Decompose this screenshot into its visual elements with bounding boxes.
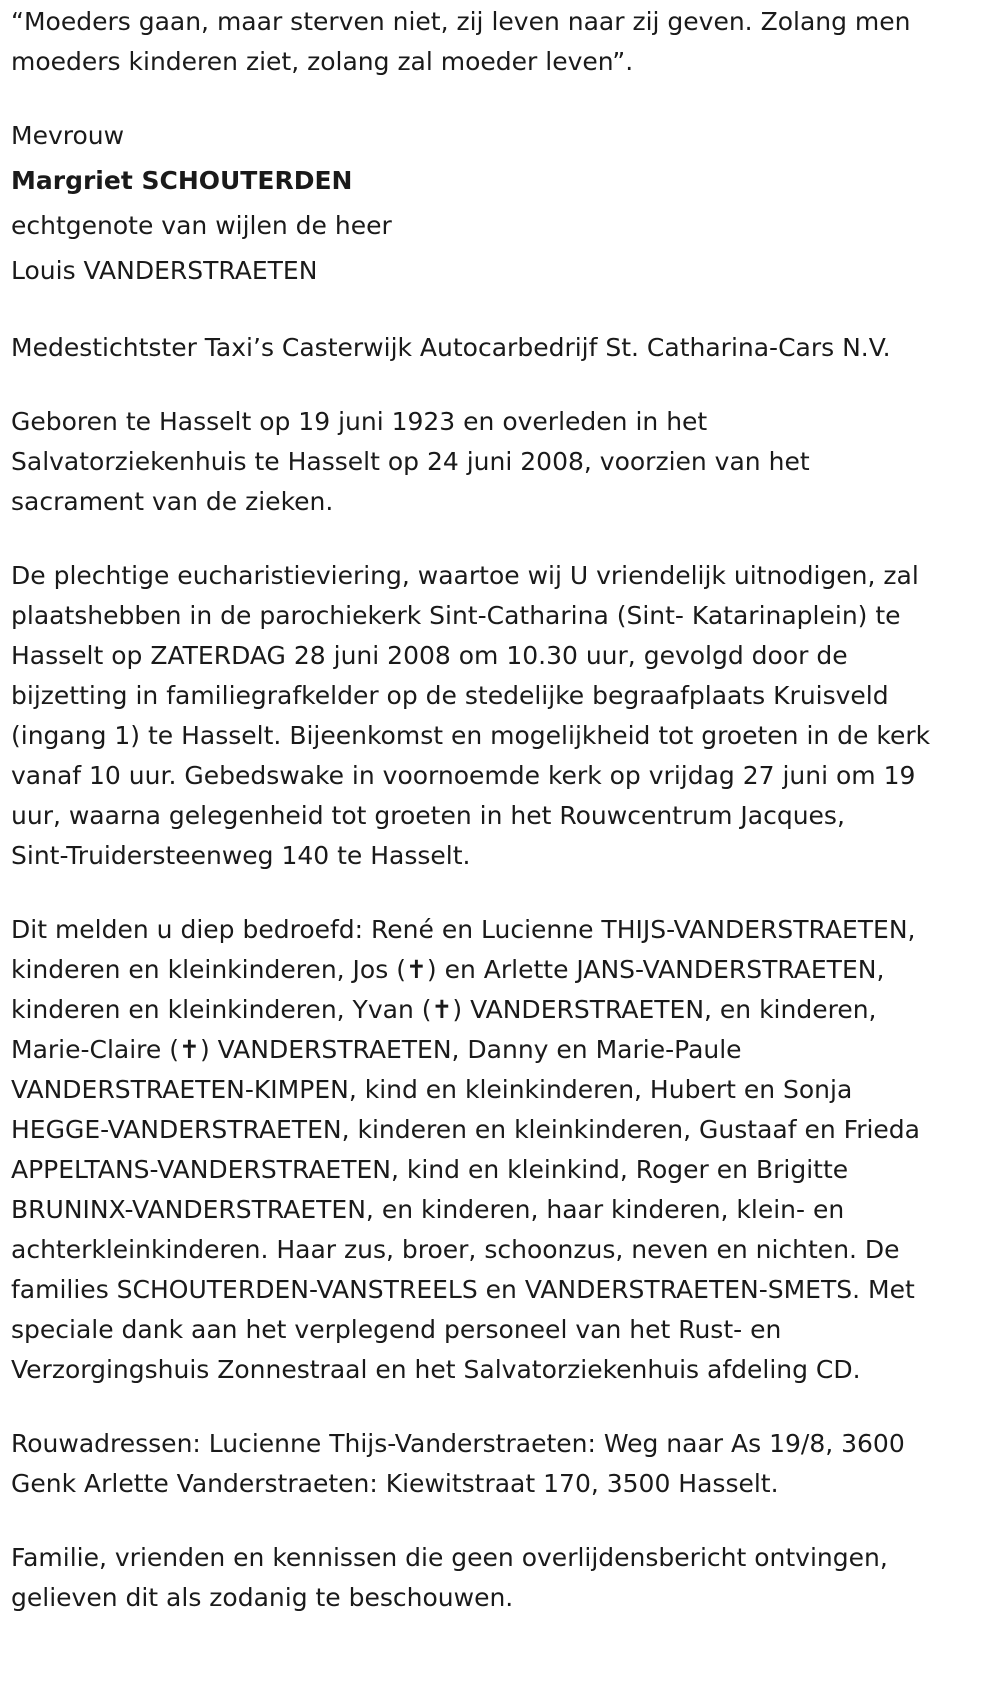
spacer [11, 876, 990, 910]
family-line: achterkleinkinderen. Haar zus, broer, schoonzus, neven en nichten. De [11, 1235, 900, 1264]
closing-line: Familie, vrienden en kennissen die geen overlijdensbericht ontvingen, [11, 1543, 888, 1572]
spouse-line: Louis VANDERSTRAETEN [11, 256, 318, 285]
closing-paragraph [11, 1538, 990, 1618]
ceremony-line: vanaf 10 uur. Gebedswake in voornoemde kerk op vrijdag 27 juni om 19 [11, 761, 916, 790]
address-line: Genk Arlette Vanderstraeten: Kiewitstraat 170, 3500 Hasselt. [11, 1469, 779, 1498]
ceremony-line: De plechtige eucharistieviering, waartoe wij U vriendelijk uitnodigen, zal [11, 561, 919, 590]
family-line: Dit melden u diep bedroefd: René en Lucienne THIJS-VANDERSTRAETEN, [11, 915, 916, 944]
death-notice [0, 2, 1000, 1688]
salutation-text: Mevrouw [11, 121, 125, 150]
spacer [11, 368, 990, 402]
family-paragraph [11, 910, 990, 1390]
ceremony-line: plaatshebben in de parochiekerk Sint-Catharina (Sint- Katarinaplein) te [11, 601, 901, 630]
ceremony-line: Sint-Truidersteenweg 140 te Hasselt. [11, 841, 471, 870]
deceased-name [11, 161, 990, 201]
ceremony-line: bijzetting in familiegrafkelder op de stedelijke begraafplaats Kruisveld [11, 681, 889, 710]
birth-death-line: Salvatorziekenhuis te Hasselt op 24 juni 2008, voorzien van het [11, 447, 810, 476]
family-line: Marie-Claire (✝) VANDERSTRAETEN, Danny en Marie-Paule [11, 1035, 742, 1064]
quote-line: moeders kinderen ziet, zolang zal moeder leven”. [11, 47, 634, 76]
family-line: BRUNINX-VANDERSTRAETEN, en kinderen, haar kinderen, klein- en [11, 1195, 845, 1224]
ceremony-line: (ingang 1) te Hasselt. Bijeenkomst en mogelijkheid tot groeten in de kerk [11, 721, 931, 750]
spacer [11, 1504, 990, 1538]
family-line: kinderen en kleinkinderen, Yvan (✝) VANDERSTRAETEN, en kinderen, [11, 995, 877, 1024]
spouse-paragraph [11, 206, 990, 291]
role-paragraph [11, 328, 990, 368]
family-line: speciale dank aan het verplegend personeel van het Rust- en [11, 1315, 782, 1344]
quote-paragraph [11, 2, 990, 82]
spacer [11, 1390, 990, 1424]
salutation [11, 116, 990, 156]
spouse-line: echtgenote van wijlen de heer [11, 211, 392, 240]
role-line: Medestichtster Taxi’s Casterwijk Autocarbedrijf St. Catharina-Cars N.V. [11, 333, 891, 362]
ceremony-line: Hasselt op ZATERDAG 28 juni 2008 om 10.30 uur, gevolgd door de [11, 641, 848, 670]
family-line: HEGGE-VANDERSTRAETEN, kinderen en kleinkinderen, Gustaaf en Frieda [11, 1115, 920, 1144]
family-line: kinderen en kleinkinderen, Jos (✝) en Arlette JANS-VANDERSTRAETEN, [11, 955, 885, 984]
spacer [11, 522, 990, 556]
birth-death-line: sacrament van de zieken. [11, 487, 334, 516]
deceased-name-text: Margriet SCHOUTERDEN [11, 166, 353, 195]
family-line: APPELTANS-VANDERSTRAETEN, kind en kleinkind, Roger en Brigitte [11, 1155, 849, 1184]
spacer [11, 291, 990, 328]
spacer [11, 82, 990, 116]
birth-death-line: Geboren te Hasselt op 19 juni 1923 en overleden in het [11, 407, 708, 436]
family-line: families SCHOUTERDEN-VANSTREELS en VANDERSTRAETEN-SMETS. Met [11, 1275, 915, 1304]
address-line: Rouwadressen: Lucienne Thijs-Vanderstraeten: Weg naar As 19/8, 3600 [11, 1429, 905, 1458]
ceremony-paragraph [11, 556, 990, 876]
address-paragraph [11, 1424, 990, 1504]
closing-line: gelieven dit als zodanig te beschouwen. [11, 1583, 514, 1612]
birth-death-paragraph [11, 402, 990, 522]
quote-line: “Moeders gaan, maar sterven niet, zij leven naar zij geven. Zolang men [11, 7, 911, 36]
family-line: VANDERSTRAETEN-KIMPEN, kind en kleinkinderen, Hubert en Sonja [11, 1075, 853, 1104]
family-line: Verzorgingshuis Zonnestraal en het Salvatorziekenhuis afdeling CD. [11, 1355, 861, 1384]
ceremony-line: uur, waarna gelegenheid tot groeten in het Rouwcentrum Jacques, [11, 801, 845, 830]
